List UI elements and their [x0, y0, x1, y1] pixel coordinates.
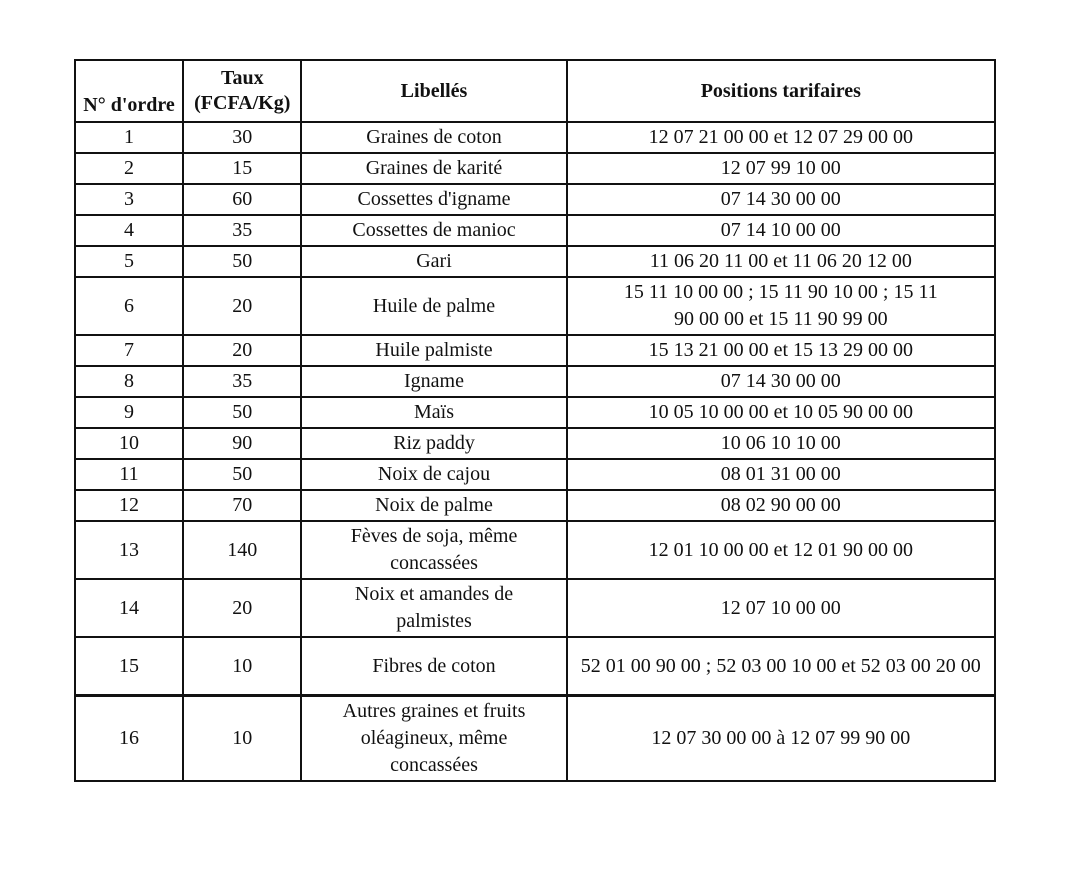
table-row	[75, 490, 995, 521]
table-row	[75, 428, 995, 459]
cell-ordre: 1	[75, 122, 183, 153]
cell-taux: 90	[183, 428, 301, 459]
cell-libelle: Cossettes de manioc	[301, 215, 566, 246]
cell-positions: 15 11 10 00 00 ; 15 11 90 10 00 ; 15 11 90 00 00 et 15 11 90 99 00	[567, 277, 995, 335]
cell-taux: 20	[183, 277, 301, 335]
cell-taux: 50	[183, 397, 301, 428]
tariff-table	[74, 59, 996, 782]
cell-taux: 30	[183, 122, 301, 153]
cell-libelle: Noix de palme	[301, 490, 566, 521]
cell-libelle: Noix et amandes de palmistes	[301, 579, 566, 637]
table-row	[75, 637, 995, 696]
cell-positions: 12 01 10 00 00 et 12 01 90 00 00	[567, 521, 995, 579]
cell-ordre: 16	[75, 696, 183, 782]
cell-ordre: 11	[75, 459, 183, 490]
cell-taux: 10	[183, 696, 301, 782]
cell-ordre: 4	[75, 215, 183, 246]
cell-positions: 12 07 10 00 00	[567, 579, 995, 637]
cell-ordre: 13	[75, 521, 183, 579]
cell-libelle: Graines de coton	[301, 122, 566, 153]
cell-libelle: Huile de palme	[301, 277, 566, 335]
cell-positions: 10 06 10 10 00	[567, 428, 995, 459]
cell-positions: 07 14 10 00 00	[567, 215, 995, 246]
cell-positions: 52 01 00 90 00 ; 52 03 00 10 00 et 52 03 00 20 00	[567, 637, 995, 696]
cell-positions: 15 13 21 00 00 et 15 13 29 00 00	[567, 335, 995, 366]
table-header	[75, 60, 995, 122]
cell-taux: 10	[183, 637, 301, 696]
cell-positions: 12 07 99 10 00	[567, 153, 995, 184]
cell-ordre: 9	[75, 397, 183, 428]
table-row	[75, 215, 995, 246]
table-row	[75, 397, 995, 428]
table-row	[75, 277, 995, 335]
cell-taux: 35	[183, 366, 301, 397]
cell-taux: 20	[183, 335, 301, 366]
table-row	[75, 579, 995, 637]
cell-ordre: 8	[75, 366, 183, 397]
cell-libelle: Autres graines et fruits oléagineux, même concassées	[301, 696, 566, 782]
header-positions	[567, 60, 995, 122]
cell-positions: 10 05 10 00 00 et 10 05 90 00 00	[567, 397, 995, 428]
cell-ordre: 12	[75, 490, 183, 521]
table-body	[75, 122, 995, 781]
cell-libelle: Cossettes d'igname	[301, 184, 566, 215]
cell-taux: 70	[183, 490, 301, 521]
header-positions-label: Positions tarifaires	[700, 79, 861, 102]
cell-libelle: Igname	[301, 366, 566, 397]
cell-libelle: Riz paddy	[301, 428, 566, 459]
header-taux	[183, 60, 301, 122]
cell-positions: 12 07 21 00 00 et 12 07 29 00 00	[567, 122, 995, 153]
table-row	[75, 366, 995, 397]
cell-libelle: Maïs	[301, 397, 566, 428]
cell-libelle: Fibres de coton	[301, 637, 566, 696]
cell-libelle: Huile palmiste	[301, 335, 566, 366]
cell-positions: 12 07 30 00 00 à 12 07 99 90 00	[567, 696, 995, 782]
cell-ordre: 14	[75, 579, 183, 637]
cell-libelle: Noix de cajou	[301, 459, 566, 490]
table-row	[75, 153, 995, 184]
table-row	[75, 122, 995, 153]
cell-taux: 60	[183, 184, 301, 215]
cell-taux: 50	[183, 246, 301, 277]
cell-taux: 50	[183, 459, 301, 490]
cell-ordre: 10	[75, 428, 183, 459]
cell-libelle: Graines de karité	[301, 153, 566, 184]
cell-taux: 140	[183, 521, 301, 579]
header-libelles-label: Libellés	[400, 79, 468, 102]
cell-taux: 15	[183, 153, 301, 184]
cell-ordre: 5	[75, 246, 183, 277]
cell-ordre: 15	[75, 637, 183, 696]
cell-positions: 08 01 31 00 00	[567, 459, 995, 490]
cell-positions: 11 06 20 11 00 et 11 06 20 12 00	[567, 246, 995, 277]
table-row	[75, 521, 995, 579]
header-row	[75, 60, 995, 122]
cell-taux: 20	[183, 579, 301, 637]
header-ordre	[75, 60, 183, 122]
cell-ordre: 6	[75, 277, 183, 335]
cell-libelle: Fèves de soja, même concassées	[301, 521, 566, 579]
cell-libelle: Gari	[301, 246, 566, 277]
header-ordre-label: N° d'ordre	[83, 94, 175, 116]
table-row	[75, 184, 995, 215]
table-row	[75, 459, 995, 490]
table-row	[75, 696, 995, 782]
cell-ordre: 7	[75, 335, 183, 366]
table-row	[75, 246, 995, 277]
cell-ordre: 3	[75, 184, 183, 215]
cell-positions: 07 14 30 00 00	[567, 366, 995, 397]
header-libelles	[301, 60, 566, 122]
cell-ordre: 2	[75, 153, 183, 184]
cell-positions: 08 02 90 00 00	[567, 490, 995, 521]
header-taux-unit: (FCFA/Kg)	[194, 92, 291, 114]
table-row	[75, 335, 995, 366]
header-taux-label: Taux	[220, 67, 264, 89]
cell-positions: 07 14 30 00 00	[567, 184, 995, 215]
cell-taux: 35	[183, 215, 301, 246]
